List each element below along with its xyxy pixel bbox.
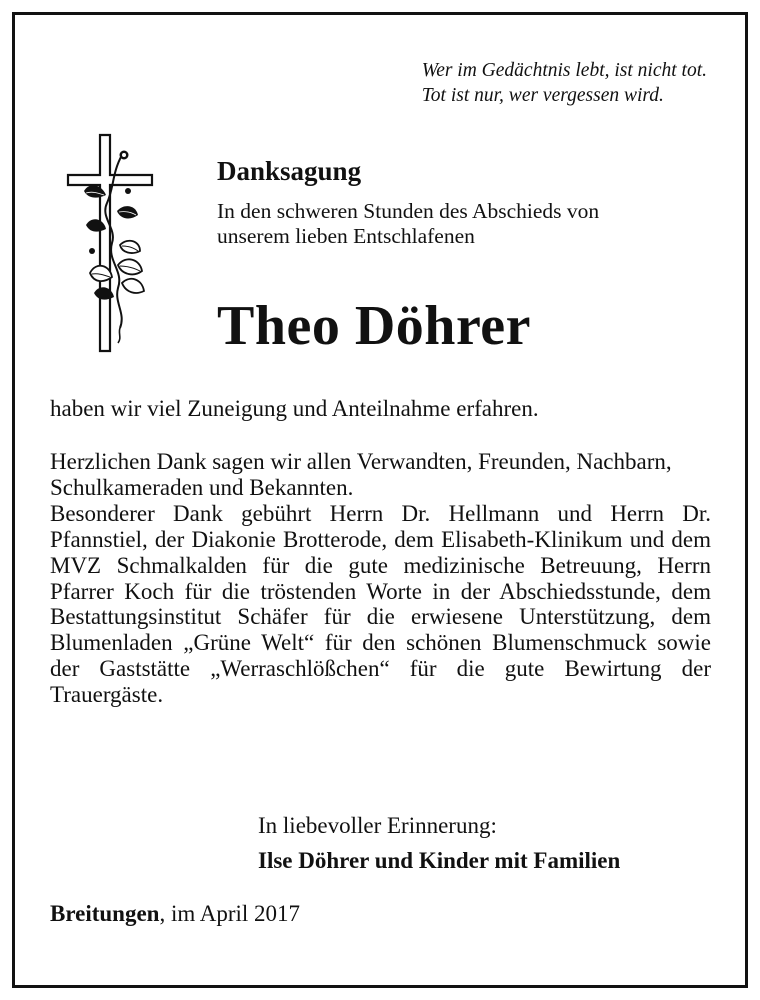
deceased-name: Theo Döhrer	[217, 295, 531, 357]
thanks-special: Besonderer Dank gebührt Herrn Dr. Hellmann und Herrn Dr. Pfannstiel, der Diakonie Brotterode, dem Elisabeth-Klinikum und dem MVZ Schmalkalden für die gute medizinische Betreuung, Herrn Pfarrer Koch für die tröstenden Worte in der Abschiedsstunde, dem Bestattungsinstitut Schäfer für die erwiesene Unterstützung, dem Blumenladen „Grüne Welt“ für den schönen Blumenschmuck sowie der Gaststätte „Werraschlößchen“ für die gute Bewirtung der Trauergäste.	[50, 500, 711, 708]
cross-with-rose-icon	[62, 133, 157, 355]
thanks-body	[50, 449, 711, 708]
place-name: Breitungen	[50, 901, 160, 926]
motto-quote	[422, 58, 707, 108]
intro-line-1: In den schweren Stunden des Abschieds von	[217, 199, 600, 223]
date-text: , im April 2017	[159, 901, 301, 926]
motto-line-1: Wer im Gedächtnis lebt, ist nicht tot.	[421, 60, 707, 81]
intro-text	[217, 199, 599, 249]
intro-line-2: unserem lieben Entschlafenen	[217, 224, 475, 248]
place-and-date	[50, 901, 300, 927]
opening-line: haben wir viel Zuneigung und Anteilnahme erfahren.	[50, 396, 539, 421]
signers: Ilse Döhrer und Kinder mit Familien	[258, 848, 621, 873]
closing-phrase: In liebevoller Erinnerung:	[258, 813, 497, 838]
thanks-general: Herzlichen Dank sagen wir allen Verwandten, Freunden, Nachbarn, Schulkameraden und Bekannten.	[50, 449, 672, 500]
motto-line-2: Tot ist nur, wer vergessen wird.	[421, 85, 664, 106]
notice-heading: Danksagung	[217, 156, 362, 186]
